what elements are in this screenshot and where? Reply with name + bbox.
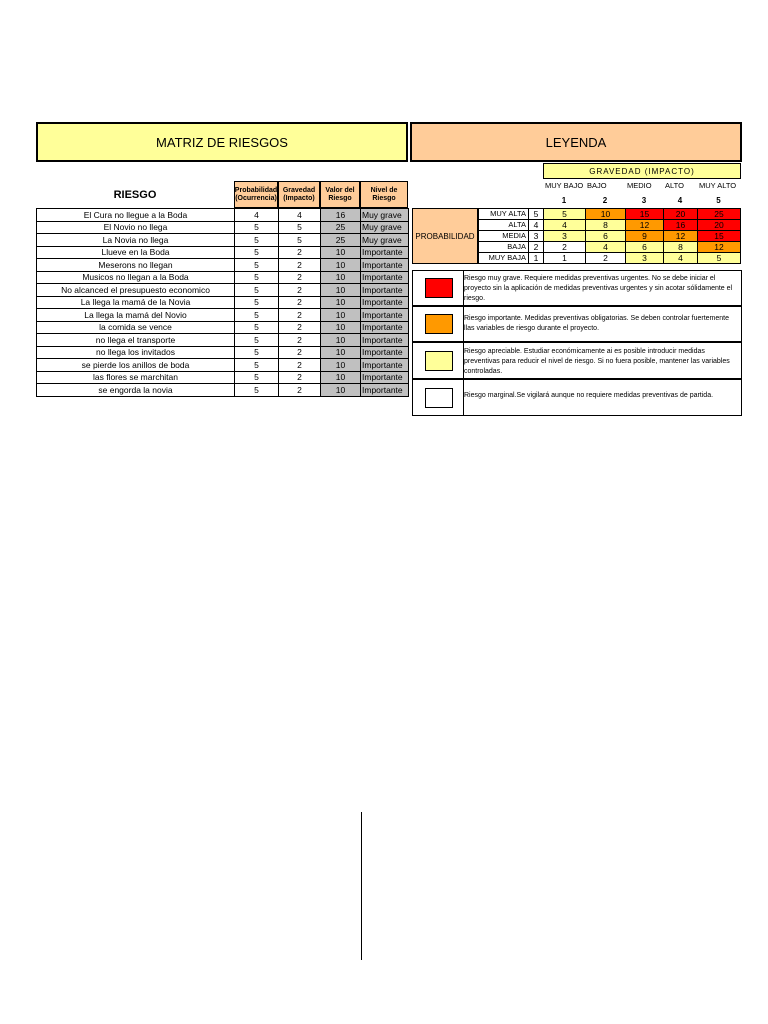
level-color-swatch: [425, 388, 453, 408]
impact-number: 4: [677, 196, 683, 205]
matrix-cell: 5: [698, 253, 741, 264]
impact-label: ALTO: [665, 181, 684, 190]
matrix-cell: 8: [664, 242, 698, 253]
risk-nivel-cell: Importante: [361, 246, 409, 259]
risk-nivel-cell: Importante: [361, 284, 409, 297]
risk-nivel-cell: Muy grave: [361, 221, 409, 234]
risk-nivel-cell: Muy grave: [361, 209, 409, 222]
risk-nivel-cell: Importante: [361, 346, 409, 359]
matrix-cell: 16: [664, 220, 698, 231]
matriz-title: [36, 122, 408, 162]
matrix-cell: 12: [664, 231, 698, 242]
matrix-cell: 12: [626, 220, 664, 231]
risk-table: [36, 208, 409, 397]
probability-level-number: 1: [529, 253, 544, 264]
valor-header: Valor del Riesgo: [320, 181, 360, 208]
leyenda-title: [410, 122, 742, 162]
level-description: Riesgo marginal.Se vigilará aunque no requiere medidas preventivas de partida.: [464, 392, 714, 399]
matrix-cell: 4: [664, 253, 698, 264]
risk-name-cell: no llega los invitados: [37, 346, 235, 359]
risk-grav-cell: 2: [279, 246, 321, 259]
risk-nivel-cell: Importante: [361, 384, 409, 397]
risk-grav-cell: 2: [279, 384, 321, 397]
level-color-swatch: [425, 351, 453, 371]
risk-name-cell: El Novio no llega: [37, 221, 235, 234]
risk-valor-cell: 10: [321, 246, 361, 259]
risk-valor-cell: 25: [321, 234, 361, 247]
risk-row: [37, 234, 409, 247]
risk-valor-cell: 10: [321, 371, 361, 384]
impact-number: 3: [641, 196, 647, 205]
matrix-row: [479, 209, 741, 220]
risk-valor-cell: 16: [321, 209, 361, 222]
risk-name-cell: La Novia no llega: [37, 234, 235, 247]
level-box: [412, 342, 742, 379]
risk-grav-cell: 2: [279, 321, 321, 334]
risk-grav-cell: 4: [279, 209, 321, 222]
probability-level-number: 4: [529, 220, 544, 231]
impact-label: MUY ALTO: [699, 181, 737, 190]
risk-prob-cell: 5: [235, 246, 279, 259]
matrix-cell: 20: [664, 209, 698, 220]
risk-name-cell: no llega el transporte: [37, 334, 235, 347]
risk-prob-cell: 5: [235, 334, 279, 347]
risk-name-cell: se pierde los anillos de boda: [37, 359, 235, 372]
risk-row: [37, 346, 409, 359]
matrix-cell: 15: [698, 231, 741, 242]
risk-prob-cell: 5: [235, 359, 279, 372]
probability-level-label: ALTA: [479, 220, 529, 231]
risk-prob-cell: 5: [235, 296, 279, 309]
riesgo-header: RIESGO: [113, 188, 157, 201]
risk-nivel-cell: Importante: [361, 259, 409, 272]
risk-prob-cell: 5: [235, 309, 279, 322]
probability-level-label: MUY ALTA: [479, 209, 529, 220]
level-color-swatch: [425, 314, 453, 334]
risk-valor-cell: 25: [321, 221, 361, 234]
leyenda-title-text: LEYENDA: [545, 134, 607, 150]
risk-grav-cell: 2: [279, 371, 321, 384]
nivel-header: Nivel de Riesgo: [360, 181, 408, 208]
risk-nivel-cell: Muy grave: [361, 234, 409, 247]
matrix-cell: 6: [586, 231, 626, 242]
risk-name-cell: se engorda la novia: [37, 384, 235, 397]
risk-row: [37, 246, 409, 259]
risk-prob-cell: 5: [235, 221, 279, 234]
risk-grav-cell: 2: [279, 259, 321, 272]
level-description: Riesgo apreciable. Estudiar económicamente ai es posible introducir medidas preventivas para reducir el nivel de riesgo. Si no fuera posible, mantener las variables controladas.: [464, 348, 730, 375]
risk-name-cell: Llueve en la Boda: [37, 246, 235, 259]
matrix-cell: 1: [544, 253, 586, 264]
probability-level-number: 2: [529, 242, 544, 253]
risk-grav-cell: 2: [279, 296, 321, 309]
level-description: Riesgo muy grave. Requiere medidas preventivas urgentes. No se debe iniciar el proyecto sin la aplicación de medidas preventivas urgentes y sin acotar sólidamente el riesgo.: [464, 275, 733, 302]
risk-valor-cell: 10: [321, 271, 361, 284]
impact-number: 5: [716, 196, 721, 205]
risk-grav-cell: 2: [279, 284, 321, 297]
risk-grav-cell: 5: [279, 234, 321, 247]
probability-level-number: 3: [529, 231, 544, 242]
risk-row: [37, 209, 409, 222]
risk-prob-cell: 5: [235, 271, 279, 284]
vertical-divider: [361, 812, 362, 960]
matrix-cell: 4: [586, 242, 626, 253]
matrix-cell: 4: [544, 220, 586, 231]
risk-row: [37, 284, 409, 297]
matrix-cell: 25: [698, 209, 741, 220]
risk-prob-cell: 5: [235, 371, 279, 384]
gravedad-header: Gravedad (Impacto): [278, 181, 320, 208]
impact-number: 1: [561, 196, 567, 205]
matrix-cell: 5: [544, 209, 586, 220]
risk-prob-cell: 5: [235, 259, 279, 272]
risk-valor-cell: 10: [321, 384, 361, 397]
risk-row: [37, 271, 409, 284]
risk-matrix: [478, 208, 741, 264]
risk-valor-cell: 10: [321, 309, 361, 322]
risk-valor-cell: 10: [321, 346, 361, 359]
risk-grav-cell: 2: [279, 334, 321, 347]
matrix-cell: 6: [626, 242, 664, 253]
level-description: Riesgo importante. Medidas preventivas obligatorias. Se deben controlar fuertemente llas variables de riesgo durante el proyecto.: [464, 315, 729, 332]
risk-row: [37, 259, 409, 272]
risk-nivel-cell: Importante: [361, 271, 409, 284]
risk-nivel-cell: Importante: [361, 309, 409, 322]
risk-name-cell: Musicos no llegan a la Boda: [37, 271, 235, 284]
risk-prob-cell: 5: [235, 346, 279, 359]
risk-prob-cell: 5: [235, 384, 279, 397]
risk-name-cell: las flores se marchitan: [37, 371, 235, 384]
matriz-title-text: MATRIZ DE RIESGOS: [156, 134, 288, 150]
risk-valor-cell: 10: [321, 296, 361, 309]
risk-row: [37, 221, 409, 234]
risk-prob-cell: 4: [235, 209, 279, 222]
probability-level-label: BAJA: [479, 242, 529, 253]
risk-row: [37, 384, 409, 397]
risk-grav-cell: 2: [279, 309, 321, 322]
probability-level-label: MUY BAJA: [479, 253, 529, 264]
risk-valor-cell: 10: [321, 259, 361, 272]
probabilidad-header: Probabilidad (Ocurrencia): [234, 181, 278, 208]
risk-prob-cell: 5: [235, 284, 279, 297]
risk-grav-cell: 5: [279, 221, 321, 234]
risk-nivel-cell: Importante: [361, 321, 409, 334]
impact-label: MUY BAJO: [545, 181, 584, 190]
risk-valor-cell: 10: [321, 334, 361, 347]
risk-prob-cell: 5: [235, 234, 279, 247]
risk-nivel-cell: Importante: [361, 371, 409, 384]
risk-name-cell: Meserons no llegan: [37, 259, 235, 272]
risk-name-cell: La llega la mamá de la Novia: [37, 296, 235, 309]
risk-name-cell: El Cura no llegue a la Boda: [37, 209, 235, 222]
risk-grav-cell: 2: [279, 346, 321, 359]
level-color-swatch: [425, 278, 453, 298]
matrix-cell: 2: [586, 253, 626, 264]
risk-valor-cell: 10: [321, 321, 361, 334]
probability-level-number: 5: [529, 209, 544, 220]
impact-number: 2: [602, 196, 608, 205]
matrix-cell: 10: [586, 209, 626, 220]
risk-nivel-cell: Importante: [361, 334, 409, 347]
risk-name-cell: la comida se vence: [37, 321, 235, 334]
risk-row: [37, 309, 409, 322]
risk-nivel-cell: Importante: [361, 296, 409, 309]
risk-grav-cell: 2: [279, 271, 321, 284]
risk-valor-cell: 10: [321, 284, 361, 297]
impact-label: MEDIO: [627, 181, 652, 190]
level-box: [412, 270, 742, 306]
risk-row: [37, 321, 409, 334]
level-box: [412, 379, 742, 416]
matrix-cell: 2: [544, 242, 586, 253]
matrix-row: [479, 231, 741, 242]
impact-label: BAJO: [587, 181, 607, 190]
risk-valor-cell: 10: [321, 359, 361, 372]
probabilidad-label: PROBABILIDAD: [412, 208, 478, 264]
matrix-cell: 9: [626, 231, 664, 242]
risk-row: [37, 371, 409, 384]
risk-name-cell: No alcanced el presupuesto economico: [37, 284, 235, 297]
matrix-cell: 20: [698, 220, 741, 231]
level-box: [412, 306, 742, 342]
matrix-row: [479, 253, 741, 264]
risk-prob-cell: 5: [235, 321, 279, 334]
matrix-cell: 8: [586, 220, 626, 231]
risk-grav-cell: 2: [279, 359, 321, 372]
matrix-row: [479, 242, 741, 253]
risk-row: [37, 296, 409, 309]
matrix-cell: 12: [698, 242, 741, 253]
matrix-cell: 15: [626, 209, 664, 220]
matrix-row: [479, 220, 741, 231]
risk-row: [37, 359, 409, 372]
matrix-cell: 3: [544, 231, 586, 242]
gravedad-header-label: GRAVEDAD (IMPACTO): [543, 163, 741, 179]
matrix-cell: 3: [626, 253, 664, 264]
risk-name-cell: La llega la mamá del Novio: [37, 309, 235, 322]
risk-nivel-cell: Importante: [361, 359, 409, 372]
risk-row: [37, 334, 409, 347]
probability-level-label: MEDIA: [479, 231, 529, 242]
